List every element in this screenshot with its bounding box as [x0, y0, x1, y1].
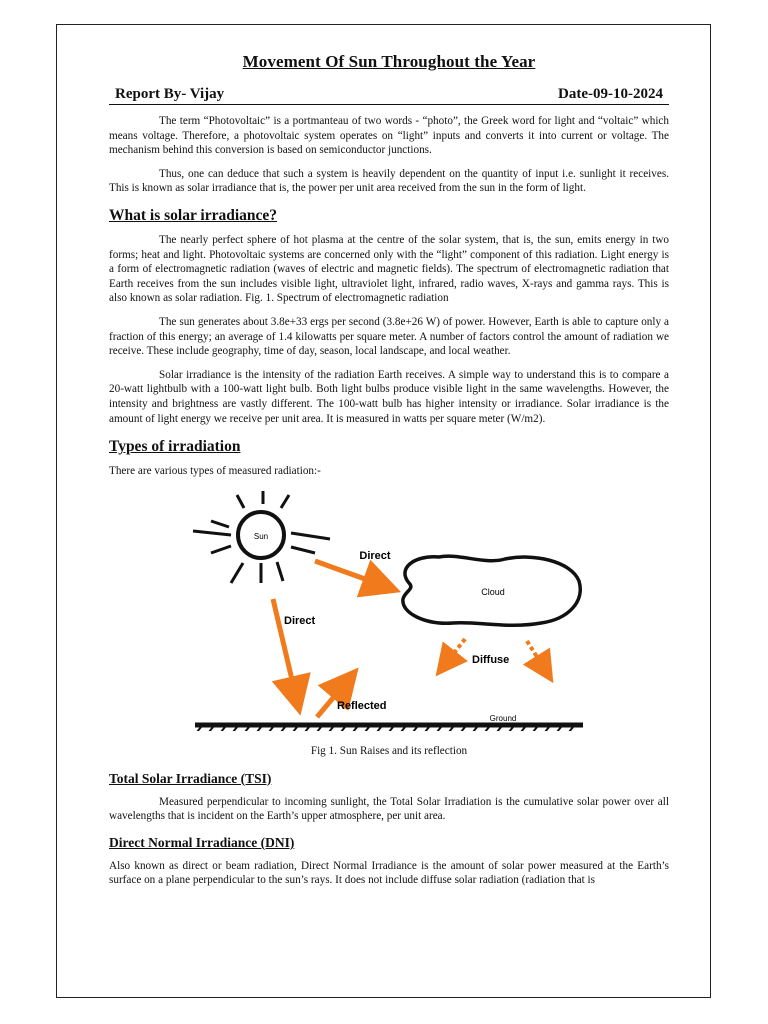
irradiance-paragraph-2: The sun generates about 3.8e+33 ergs per second (3.8e+26 W) of power. However, Earth is able to capture only a fraction of this energy; an average of 1.4 kilowatts per square meter. A number of factors control the amount of radiation we receive. These include geography, time of day, season, local landscape, and local weather. — [109, 315, 669, 358]
ground-hatch-mark — [553, 727, 561, 731]
ground-hatch-mark — [397, 727, 405, 731]
ground-hatch-mark — [193, 727, 201, 731]
irradiation-figure — [109, 491, 669, 791]
ground-hatch-mark — [505, 727, 513, 731]
heading-tsi: Total Solar Irradiance (TSI) — [109, 770, 272, 786]
ground-hatch-mark — [421, 727, 429, 731]
ground-hatch-mark — [457, 727, 465, 731]
report-header — [109, 86, 669, 105]
ground-hatch-mark — [409, 727, 417, 731]
ground-hatch-mark — [349, 727, 357, 731]
direct-left-label: Direct — [284, 614, 316, 627]
cloud-label: Cloud — [481, 586, 505, 597]
ground-hatch-mark — [529, 727, 537, 731]
heading-dni: Direct Normal Irradiance (DNI) — [109, 834, 295, 850]
ground-hatch-mark — [217, 727, 225, 731]
figure-caption: Fig 1. Sun Raises and its reflection — [310, 744, 468, 757]
ground-hatch-mark — [565, 727, 573, 731]
ground-hatch-mark — [301, 727, 309, 731]
diffuse-label: Diffuse — [472, 653, 510, 666]
ground-hatch-mark — [325, 727, 333, 731]
ground-hatch-mark — [469, 727, 477, 731]
tsi-paragraph: Measured perpendicular to incoming sunlight, the Total Solar Irradiation is the cumulative solar power over all wavelengths that is incident on the Earth’s upper atmosphere, per unit area. — [109, 795, 669, 823]
ground-hatch-mark — [313, 727, 321, 731]
ground-hatch-mark — [205, 727, 213, 731]
sun-label: Sun — [253, 531, 269, 541]
ground-hatch-mark — [541, 727, 549, 731]
intro-paragraph-2: Thus, one can deduce that such a system is heavily dependent on the quantity of input i.e. sunlight it receives. This is known as solar irradiance that is, the power per unit area received from the sun in the form of light. — [109, 167, 669, 195]
ground-hatch-mark — [253, 727, 261, 731]
ground-hatch-mark — [385, 727, 393, 731]
ground-hatch-mark — [265, 727, 273, 731]
heading-types-of-irradiation: Types of irradiation — [109, 438, 241, 456]
ground-hatch-mark — [493, 727, 501, 731]
report-date: Date-09-10-2024 — [558, 86, 663, 102]
ground-hatch-mark — [373, 727, 381, 731]
ground-hatch-mark — [361, 727, 369, 731]
document-title: Movement Of Sun Throughout the Year — [242, 52, 536, 71]
ground-label: Ground — [489, 713, 517, 723]
heading-solar-irradiance: What is solar irradiance? — [109, 206, 278, 224]
reflected-label: Reflected — [337, 699, 387, 712]
direct-to-cloud-arrow — [315, 561, 387, 587]
irradiation-diagram — [187, 491, 587, 731]
ground-hatch-mark — [337, 727, 345, 731]
dni-paragraph: Also known as direct or beam radiation, Direct Normal Irradiance is the amount of solar power measured at the Earth’s surface on a plane perpendicular to the sun’s rays. It does not include diffuse solar radiation (radiation that is — [109, 859, 669, 887]
diffuse-arrow-right — [527, 641, 547, 673]
report-author: Report By- Vijay — [115, 86, 225, 102]
ground-hatch-mark — [289, 727, 297, 731]
intro-paragraph-1: The term “Photovoltaic” is a portmanteau of two words - “photo”, the Greek word for light and “voltaic” which means voltage. Therefore, a photovoltaic system operates on “light” inputs and converts it into current or voltage. The mechanism behind this conversion is based on semiconductor junctions. — [109, 115, 669, 157]
ground-hatch-mark — [481, 727, 489, 731]
ground-hatch-mark — [433, 727, 441, 731]
ground-hatch-mark — [445, 727, 453, 731]
document-body — [109, 52, 669, 888]
ground-hatch-mark — [241, 727, 249, 731]
irradiance-paragraph-3: Solar irradiance is the intensity of the radiation Earth receives. A simple way to understand this is to compare a 20-watt lightbulb with a 100-watt light bulb. Both light bulbs produce visible light in the same wavelengths. However, the intensity and brightness are vastly different. The 100-watt bulb has higher intensity or irradiance. Solar irradiance is the amount of light energy we receive per unit area. It is measured in watts per square meter (W/m2). — [109, 368, 669, 425]
ground-hatch-mark — [277, 727, 285, 731]
types-paragraph: There are various types of measured radiation:- — [109, 465, 321, 478]
irradiance-paragraph-1: The nearly perfect sphere of hot plasma at the centre of the solar system, that is, the sun, emits energy in two forms; heat and light. Photovoltaic systems are concerned only with the “light” component of this radiation. Light energy is a form of electromagnetic radiation (waves of electric and magnetic fields). The spectrum of electromagnetic radiation that Earth receives from the sun includes visible light, ultraviolet light, infrared, radio waves, X-rays and gamma rays. This is also known as solar radiation. Fig. 1. Spectrum of electromagnetic radiation — [109, 233, 669, 305]
direct-top-label: Direct — [359, 549, 391, 562]
ground-line — [193, 725, 583, 731]
diffuse-arrow-left — [443, 639, 465, 667]
ground-hatch-mark — [229, 727, 237, 731]
ground-hatch-mark — [517, 727, 525, 731]
